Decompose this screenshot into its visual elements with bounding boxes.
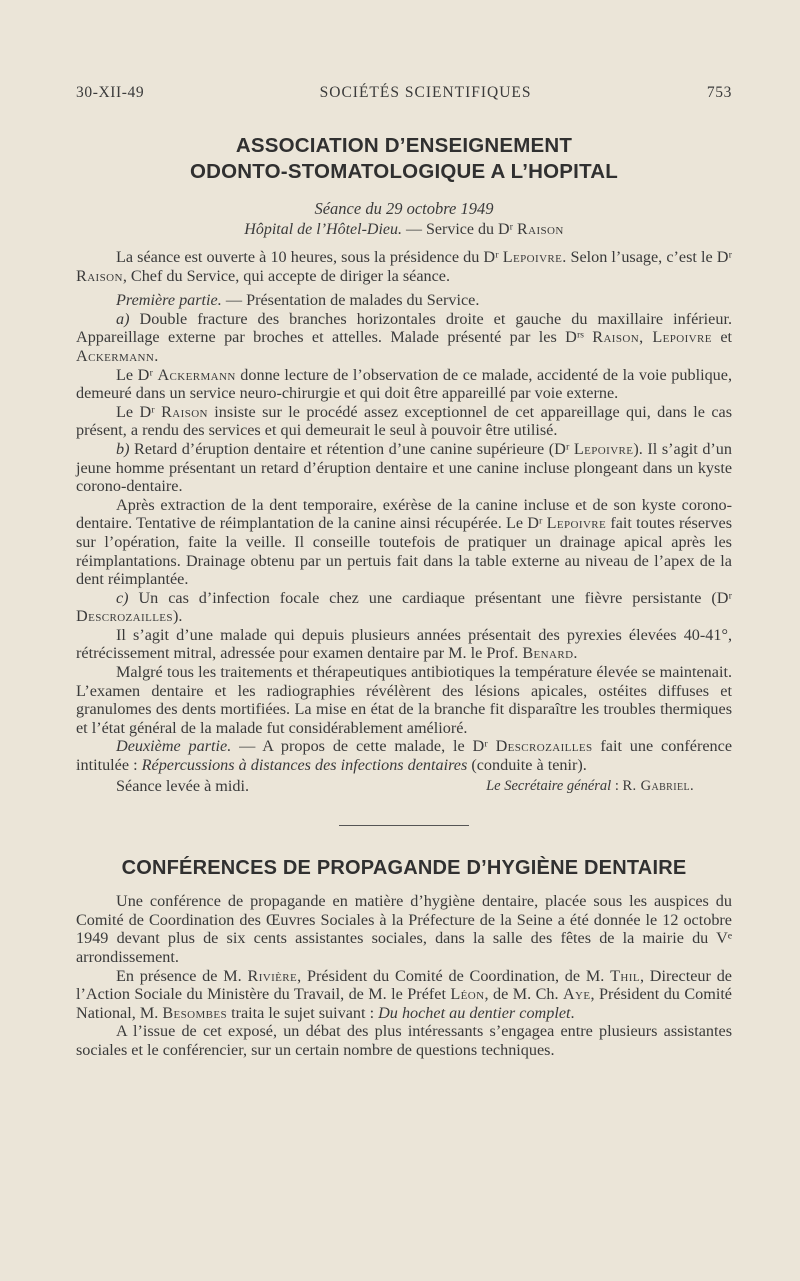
page-number: 753 [706,84,732,101]
paragraph-opening: La séance est ouverte à 10 heures, sous la présidence du Dʳ Lepoivre. Selon l’usage, c’est le Dʳ Raison, Chef du Service, qui accepte de diriger la séance. [76,248,732,285]
closing-line [76,777,732,796]
paragraph-part-one: Première partie. — Présentation de malades du Service. [116,291,480,310]
issue-date: 30-XII-49 [76,84,145,101]
paragraph-conference: Une conférence de propagande en matière d’hygiène dentaire, placée sous les auspices du Comité de Coordination des Œuvres Sociales à la Préfecture de la Seine a été donnée le 12 octobre 1949 devant plus de six cents assistantes sociales, dans la salle des fêtes de la mairie du Vᵉ arrondissement. [76,892,732,966]
section-title-conferences: CONFÉRENCES DE PROPAGANDE D’HYGIÈNE DENTAIRE [121,857,687,880]
secretary-signature: Le Secrétaire général : R. Gabriel. [486,777,694,794]
session-close: Séance levée à midi. [116,776,250,795]
paragraph-case-b: b) Retard d’éruption dentaire et rétention d’une canine supérieure (Dʳ Lepoivre). Il s’agit d’un jeune homme présentant un retard d’éruption dentaire et une canine incluse plongeant dans un kyste corono-dentaire. [76,439,732,496]
paragraph-extraction: Après extraction de la dent temporaire, exérèse de la canine incluse et de son kyste corono-dentaire. Tentative de réimplantation de la canine ainsi récupérée. Le Dʳ Lepoivre fait toutes réserves sur l’opération, faite la veille. Il conseille toutefois de pratiquer un drainage apical après les réimplantations. Drainage obtenu par un pertuis fait dans la table externe au niveau de l’apex de la dent réimplantée. [76,495,733,589]
session-date: Séance du 29 octobre 1949 [314,199,494,218]
paragraph-presence: En présence de M. Rivière, Président du Comité de Coordination, de M. Thil, Directeur de l’Action Sociale du Ministère du Travail, de M. le Préfet Léon, de M. Ch. Aye, Président du Comité National, M. Besombes traita le sujet suivant : Du hochet au dentier complet. [76,966,732,1022]
paragraph-debat: A l’issue de cet exposé, un débat des plus intéressants s’engagea entre plusieurs assistantes sociales et le conférencier, sur un certain nombre de questions techniques. [76,1022,732,1059]
paragraph-raison: Le Dʳ Raison insiste sur le procédé assez exceptionnel de cet appareillage qui, dans le cas présent, a rendu des services et qui demeurait le seul à pouvoir être utilisé. [76,402,733,440]
section-divider [339,825,469,826]
hospital-line: Hôpital de l’Hôtel-Dieu. — Service du Dʳ Raison [244,221,564,238]
running-header [76,84,732,102]
paragraph-malade: Il s’agit d’une malade qui depuis plusieurs années présentait des pyrexies élevées 40-41°, rétrécissement mitral, adressée pour examen dentaire par M. le Prof. Benard. [76,625,732,663]
journal-section: SOCIÉTÉS SCIENTIFIQUES [319,84,532,101]
paragraph-case-a: a) Double fracture des branches horizontales droite et gauche du maxillaire inférieur. Appareillage externe par broches et attelles. Malade présenté par les Dʳˢ Raison, Lepoivre et Ackermann. [76,309,732,365]
page-body [76,133,732,1060]
paragraph-traitements: Malgré tous les traitements et thérapeutiques antibiotiques la température élevée se maintenait. L’examen dentaire et les radiographies révélèrent des lésions apicales, ostéites diffuses et granulomes des dents mortifiées. La mise en état de la branche fit disparaître les troubles thermiques et l’état général de la malade fut considérablement amélioré. [76,663,732,737]
paragraph-case-c: c) Un cas d’infection focale chez une cardiaque présentant une fièvre persistante (Dʳ Descrozailles). [76,588,732,626]
paragraph-part-two: Deuxième partie. — A propos de cette malade, le Dʳ Descrozailles fait une conférence intitulée : Répercussions à distances des infections dentaires (conduite à tenir). [76,737,733,775]
section-title-association: ASSOCIATION D’ENSEIGNEMENT ODONTO-STOMATOLOGIQUE A L’HOPITAL [190,134,618,183]
paragraph-ackermann: Le Dʳ Ackermann donne lecture de l’observation de ce malade, accidenté de la voie publique, demeuré dans un service neuro-chirurgie et qui doit être appareillé par voie externe. [76,365,733,403]
